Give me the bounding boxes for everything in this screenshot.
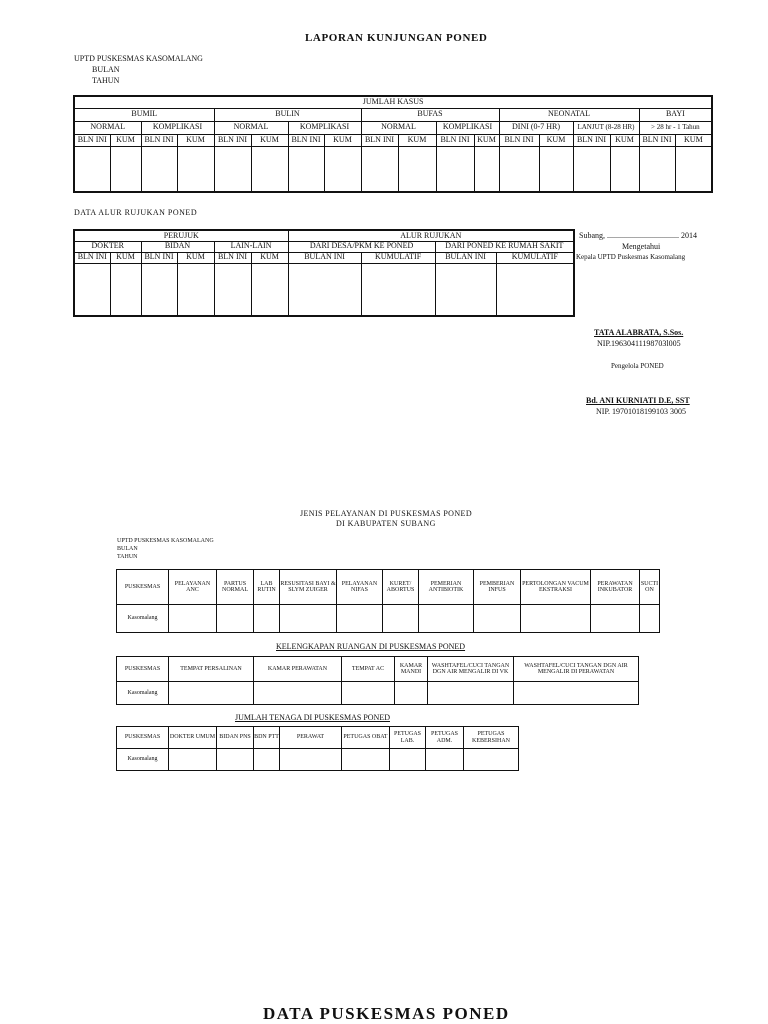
- col-header: LAB RUTIN: [254, 570, 280, 605]
- sub-bufas-komplikasi: KOMPLIKASI: [436, 121, 499, 134]
- manager-name: Bd. ANI KURNIATI D.E, SST: [586, 396, 690, 405]
- col-header: PERAWAT: [280, 727, 342, 749]
- group-perujuk: PERUJUK: [74, 230, 288, 241]
- col-header: BDN PTT: [254, 727, 280, 749]
- col-header: WASHTAFEL/CUCI TANGAN DGN AIR MENGALIR DI VK: [428, 657, 514, 682]
- referral-table: [73, 229, 575, 317]
- meta-tahun: TAHUN: [92, 76, 120, 85]
- col-header: BLN INI: [141, 134, 177, 146]
- sub-bumil-normal: NORMAL: [74, 121, 141, 134]
- col-header: DOKTER UMUM: [169, 727, 217, 749]
- sub-bidan: BIDAN: [141, 241, 214, 252]
- group-bulin: BULIN: [214, 108, 361, 121]
- head-name: TATA ALABRATA, S.Sos.: [594, 328, 684, 337]
- sub-lain-lain: LAIN-LAIN: [214, 241, 288, 252]
- col-header: KUM: [610, 134, 639, 146]
- col-header: PETUGAS OBAT: [342, 727, 390, 749]
- col-header: BLN INI: [74, 134, 110, 146]
- col-header: PUSKESMAS: [117, 570, 169, 605]
- group-bumil: BUMIL: [74, 108, 214, 121]
- report-title: LAPORAN KUNJUNGAN PONED: [305, 32, 488, 44]
- col-header: BLN INI: [141, 252, 177, 263]
- col-header: BULAN INI: [288, 252, 361, 263]
- meta-tahun: TAHUN: [117, 554, 138, 560]
- sub-bumil-komplikasi: KOMPLIKASI: [141, 121, 214, 134]
- rooms-table: [116, 656, 639, 705]
- col-header: BLN INI: [573, 134, 610, 146]
- sub-desa-ke-poned: DARI DESA/PKM KE PONED: [288, 241, 435, 252]
- services-title-2: DI KABUPATEN SUBANG: [336, 519, 436, 528]
- col-header: BLN INI: [361, 134, 398, 146]
- row-label: Kasomalang: [117, 682, 169, 705]
- staff-table: [116, 726, 519, 771]
- col-header: PELAYANAN ANC: [169, 570, 217, 605]
- acknowledge-label: Mengetahui: [622, 242, 661, 251]
- col-header: SUCTI ON: [640, 570, 660, 605]
- col-header: BIDAN PNS: [217, 727, 254, 749]
- col-header: PELAYANAN NIFAS: [337, 570, 383, 605]
- row-label: Kasomalang: [117, 605, 169, 633]
- col-header: TEMPAT AC: [342, 657, 395, 682]
- visit-table: [73, 95, 713, 193]
- col-header: BLN INI: [214, 252, 251, 263]
- table-row: [74, 263, 574, 316]
- group-bufas: BUFAS: [361, 108, 499, 121]
- table-row: [74, 146, 712, 192]
- staff-title: JUMLAH TENAGA DI PUSKESMAS PONED: [235, 713, 390, 722]
- manager-position: Pengelola PONED: [611, 362, 664, 370]
- col-header: BULAN INI: [435, 252, 496, 263]
- col-header: KUM: [110, 134, 141, 146]
- col-header: PEMERIAN ANTIBIOTIK: [419, 570, 474, 605]
- col-header: KUMULATIF: [361, 252, 435, 263]
- col-header: KUM: [177, 134, 214, 146]
- table-row: [117, 749, 519, 771]
- place-date: Subang, .................................... 2014: [579, 231, 697, 240]
- col-header: BLN INI: [436, 134, 474, 146]
- col-header: KUM: [251, 252, 288, 263]
- col-header: KUM: [539, 134, 573, 146]
- col-header: PUSKESMAS: [117, 727, 169, 749]
- col-header: BLN INI: [499, 134, 539, 146]
- sub-poned-ke-rs: DARI PONED KE RUMAH SAKIT: [435, 241, 574, 252]
- sub-bufas-normal: NORMAL: [361, 121, 436, 134]
- group-alur-rujukan: ALUR RUJUKAN: [288, 230, 574, 241]
- table-row: [117, 605, 660, 633]
- col-header: PETUGAS KEBERSIHAN: [464, 727, 519, 749]
- col-header: BLN INI: [214, 134, 251, 146]
- col-header: KUM: [675, 134, 712, 146]
- col-header: KUM: [324, 134, 361, 146]
- services-meta: [117, 537, 214, 561]
- col-header: PETUGAS LAB.: [390, 727, 426, 749]
- col-header: RESUSITASI BAYI & SLYM ZUIGER: [280, 570, 337, 605]
- col-header: PUSKESMAS: [117, 657, 169, 682]
- col-header: BLN INI: [639, 134, 675, 146]
- col-header: KAMAR MANDI: [395, 657, 428, 682]
- col-header: PETUGAS ADM.: [426, 727, 464, 749]
- head-position: Kepala UPTD Puskesmas Kasomalang: [576, 253, 686, 261]
- col-header: KUMULATIF: [496, 252, 574, 263]
- meta-puskesmas: UPTD PUSKESMAS KASOMALANG: [74, 54, 203, 63]
- col-header: KURET/ ABORTUS: [383, 570, 419, 605]
- col-header: KUM: [251, 134, 288, 146]
- sub-dokter: DOKTER: [74, 241, 141, 252]
- meta-bulan: BULAN: [117, 546, 138, 552]
- col-header: BLN INI: [74, 252, 110, 263]
- group-neonatal: NEONATAL: [499, 108, 639, 121]
- services-table: [116, 569, 660, 633]
- meta-bulan: BULAN: [92, 65, 120, 74]
- col-header: WASHTAFEL/CUCI TANGAN DGN AIR MENGALIR DI PERAWATAN: [514, 657, 639, 682]
- footer-title: DATA PUSKESMAS PONED: [263, 1004, 510, 1023]
- row-label: Kasomalang: [117, 749, 169, 771]
- col-header: BLN INI: [288, 134, 324, 146]
- sub-neonatal-dini: DINI (0-7 HR): [499, 121, 573, 134]
- col-header: KAMAR PERAWATAN: [254, 657, 342, 682]
- referral-section-title: DATA ALUR RUJUKAN PONED: [74, 208, 198, 217]
- sub-bayi-range: > 28 hr - 1 Tahun: [639, 121, 712, 134]
- group-bayi: BAYI: [639, 108, 712, 121]
- meta-puskesmas: UPTD PUSKESMAS KASOMALANG: [117, 538, 214, 544]
- rooms-title: KELENGKAPAN RUANGAN DI PUSKESMAS PONED: [276, 642, 466, 651]
- services-title-1: JENIS PELAYANAN DI PUSKESMAS PONED: [300, 509, 472, 518]
- col-header: PERTOLONGAN VACUM EKSTRAKSI: [521, 570, 591, 605]
- col-header: PERAWATAN INKUBATOR: [591, 570, 640, 605]
- manager-nip: NIP. 19701018199103 3005: [596, 407, 687, 416]
- sub-neonatal-lanjut: LANJUT (8-28 HR): [573, 121, 639, 134]
- report-meta: [74, 53, 203, 86]
- col-header: KUM: [474, 134, 499, 146]
- head-nip: NIP.19630411198703l005: [597, 339, 681, 348]
- sub-bulin-komplikasi: KOMPLIKASI: [288, 121, 361, 134]
- total-cases-header: JUMLAH KASUS: [74, 96, 712, 108]
- col-header: PEMBERIAN INFUS: [474, 570, 521, 605]
- col-header: KUM: [398, 134, 436, 146]
- col-header: KUM: [110, 252, 141, 263]
- col-header: TEMPAT PERSALINAN: [169, 657, 254, 682]
- sub-bulin-normal: NORMAL: [214, 121, 288, 134]
- col-header: KUM: [177, 252, 214, 263]
- col-header: PARTUS NORMAL: [217, 570, 254, 605]
- table-row: [117, 682, 639, 705]
